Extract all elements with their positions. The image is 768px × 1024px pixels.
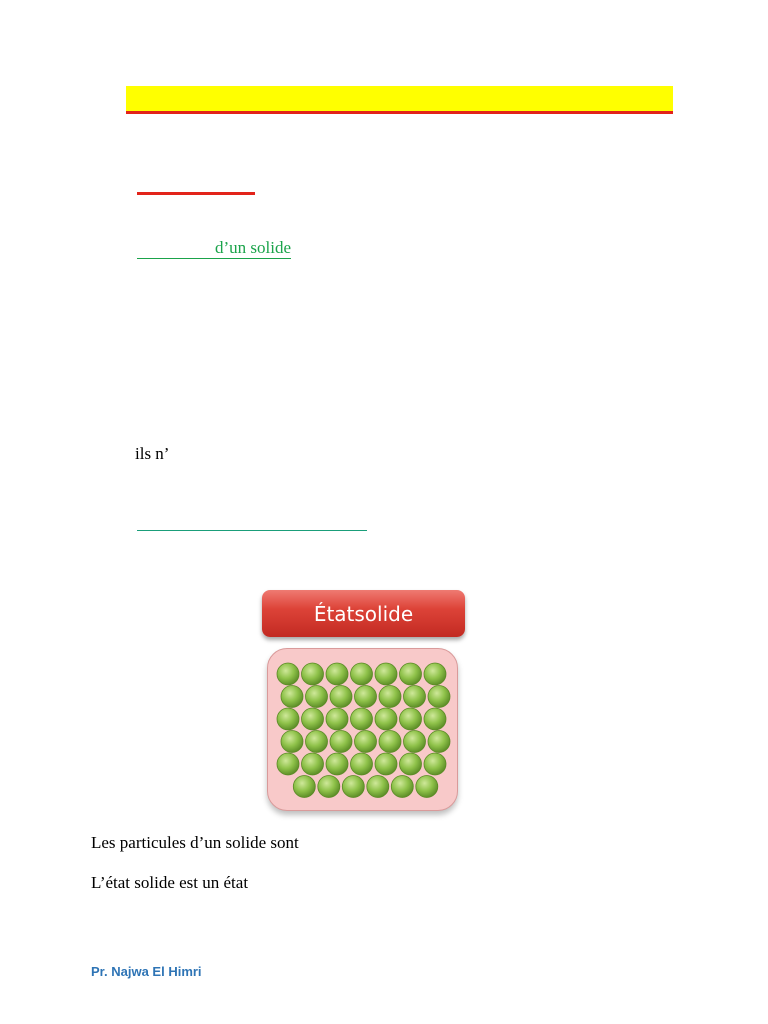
- red-heading-underline: [137, 192, 255, 195]
- particle: [375, 753, 397, 775]
- particle: [330, 731, 352, 753]
- subheading-link[interactable]: d’un solide: [137, 238, 291, 259]
- particle: [416, 776, 438, 798]
- particle: [351, 708, 373, 730]
- body-sentence-state: L’état solide est un état: [91, 873, 249, 892]
- particle: [424, 663, 446, 685]
- particle: [367, 776, 389, 798]
- particle: [424, 753, 446, 775]
- particle: [400, 708, 422, 730]
- particle: [277, 708, 299, 730]
- particle: [326, 663, 348, 685]
- particle: [277, 753, 299, 775]
- particle: [302, 753, 324, 775]
- teal-underline: [137, 530, 367, 531]
- particle: [379, 731, 401, 753]
- fragment-text: ils n’: [135, 444, 170, 463]
- particle: [379, 686, 401, 708]
- particle: [326, 753, 348, 775]
- particle: [306, 686, 328, 708]
- highlighted-title-bar: [126, 86, 673, 114]
- particle: [293, 776, 315, 798]
- footer-author: Pr. Najwa El Himri: [91, 964, 202, 979]
- particle: [326, 708, 348, 730]
- particle: [375, 663, 397, 685]
- particles-diagram: [268, 649, 459, 812]
- particle: [404, 731, 426, 753]
- particle: [342, 776, 364, 798]
- particle: [428, 731, 450, 753]
- solid-state-header: Étatsolide: [262, 590, 465, 637]
- particle: [281, 731, 303, 753]
- particle: [424, 708, 446, 730]
- particle: [302, 663, 324, 685]
- particle: [318, 776, 340, 798]
- particle: [330, 686, 352, 708]
- particle: [428, 686, 450, 708]
- particle: [355, 686, 377, 708]
- particle: [306, 731, 328, 753]
- particle: [375, 708, 397, 730]
- particle: [351, 663, 373, 685]
- particle: [302, 708, 324, 730]
- particle: [404, 686, 426, 708]
- particle: [281, 686, 303, 708]
- particle: [355, 731, 377, 753]
- particle: [400, 663, 422, 685]
- particle-box: [267, 648, 458, 811]
- particle: [351, 753, 373, 775]
- body-sentence-particles: Les particules d’un solide sont: [91, 833, 299, 852]
- particle: [400, 753, 422, 775]
- particle: [391, 776, 413, 798]
- particle: [277, 663, 299, 685]
